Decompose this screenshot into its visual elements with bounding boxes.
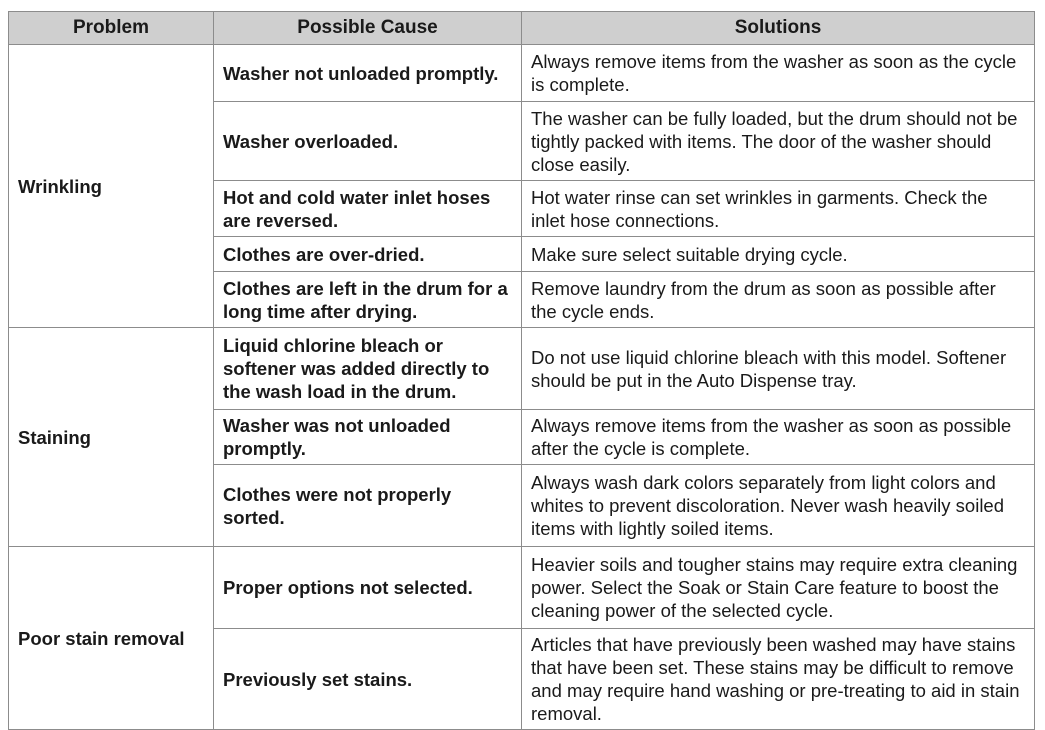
solution-cell: Hot water rinse can set wrinkles in garments. Check the inlet hose connections. [522, 181, 1035, 237]
table-row [9, 547, 1035, 629]
solution-cell: Heavier soils and tougher stains may require extra cleaning power. Select the Soak or Stain Care feature to boost the cleaning power of the selected cycle. [522, 547, 1035, 629]
problem-cell: Poor stain removal [9, 547, 214, 730]
header-solutions: Solutions [522, 12, 1035, 45]
troubleshooting-table [8, 11, 1035, 730]
header-problem: Problem [9, 12, 214, 45]
problem-cell: Wrinkling [9, 45, 214, 328]
table-row [9, 328, 1035, 410]
possible-cause-cell: Clothes are over-dried. [214, 237, 522, 272]
possible-cause-cell: Washer not unloaded promptly. [214, 45, 522, 102]
solution-cell: Articles that have previously been washed may have stains that have been set. These stains may be difficult to remove and may require hand washing or pre-treating to aid in stain removal. [522, 629, 1035, 730]
possible-cause-cell: Hot and cold water inlet hoses are reversed. [214, 181, 522, 237]
solution-cell: The washer can be fully loaded, but the drum should not be tightly packed with items. The door of the washer should close easily. [522, 102, 1035, 181]
possible-cause-cell: Proper options not selected. [214, 547, 522, 629]
possible-cause-cell: Washer overloaded. [214, 102, 522, 181]
possible-cause-cell: Liquid chlorine bleach or softener was added directly to the wash load in the drum. [214, 328, 522, 410]
solution-cell: Remove laundry from the drum as soon as possible after the cycle ends. [522, 272, 1035, 328]
possible-cause-cell: Previously set stains. [214, 629, 522, 730]
table-row [9, 45, 1035, 102]
solution-cell: Always wash dark colors separately from light colors and whites to prevent discoloration. Never wash heavily soiled items with lightly soiled items. [522, 465, 1035, 547]
solution-cell: Make sure select suitable drying cycle. [522, 237, 1035, 272]
table-header-row [9, 12, 1035, 45]
problem-cell: Staining [9, 328, 214, 547]
table-body [9, 45, 1035, 730]
header-possible-cause: Possible Cause [214, 12, 522, 45]
possible-cause-cell: Clothes were not properly sorted. [214, 465, 522, 547]
solution-cell: Always remove items from the washer as soon as the cycle is complete. [522, 45, 1035, 102]
possible-cause-cell: Clothes are left in the drum for a long time after drying. [214, 272, 522, 328]
solution-cell: Do not use liquid chlorine bleach with this model. Softener should be put in the Auto Dispense tray. [522, 328, 1035, 410]
possible-cause-cell: Washer was not unloaded promptly. [214, 410, 522, 465]
solution-cell: Always remove items from the washer as soon as possible after the cycle is complete. [522, 410, 1035, 465]
